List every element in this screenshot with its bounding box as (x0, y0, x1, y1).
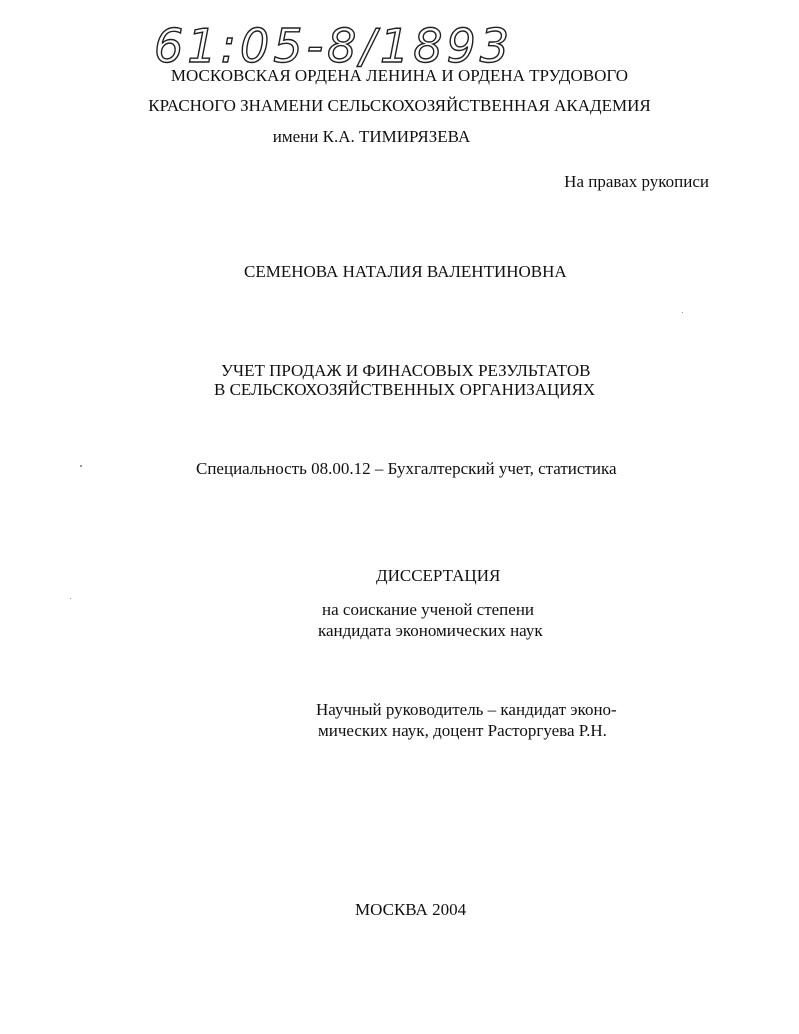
handwritten-number-drawing (150, 12, 510, 72)
degree-line-1: на соискание ученой степени (322, 600, 535, 619)
scan-speck (80, 465, 82, 467)
scan-speck (70, 598, 71, 599)
thesis-title-line-2: В СЕЛЬСКОХОЗЯЙСТВЕННЫХ ОРГАНИЗАЦИЯХ (214, 380, 596, 399)
supervisor-line-2: мических наук, доцент Расторгуева Р.Н. (318, 721, 607, 740)
institution-line-3: имени К.А. ТИМИРЯЗЕВА (272, 127, 471, 146)
thesis-title-line-1: УЧЕТ ПРОДАЖ И ФИНАСОВЫХ РЕЗУЛЬТАТОВ (221, 361, 591, 380)
handwritten-number-text: 61:05-8/1893 (154, 19, 510, 72)
author-name: СЕМЕНОВА НАТАЛИЯ ВАЛЕНТИНОВНА (244, 262, 567, 281)
handwritten-catalogue-number (150, 12, 510, 72)
city-year: МОСКВА 2004 (355, 900, 467, 919)
institution-line-1: МОСКОВСКАЯ ОРДЕНА ЛЕНИНА И ОРДЕНА ТРУДОВОГО (170, 66, 629, 85)
degree-line-2: кандидата экономических наук (318, 621, 543, 640)
work-type-label: ДИССЕРТАЦИЯ (376, 566, 501, 585)
institution-line-2: КРАСНОГО ЗНАМЕНИ СЕЛЬСКОХОЗЯЙСТВЕННАЯ АКАДЕМИЯ (148, 96, 651, 115)
scan-speck (682, 312, 683, 313)
specialty-line: Специальность 08.00.12 – Бухгалтерский учет, статистика (196, 459, 617, 478)
rights-note: На правах рукописи (564, 172, 709, 191)
supervisor-line-1: Научный руководитель – кандидат эконо- (316, 700, 617, 719)
